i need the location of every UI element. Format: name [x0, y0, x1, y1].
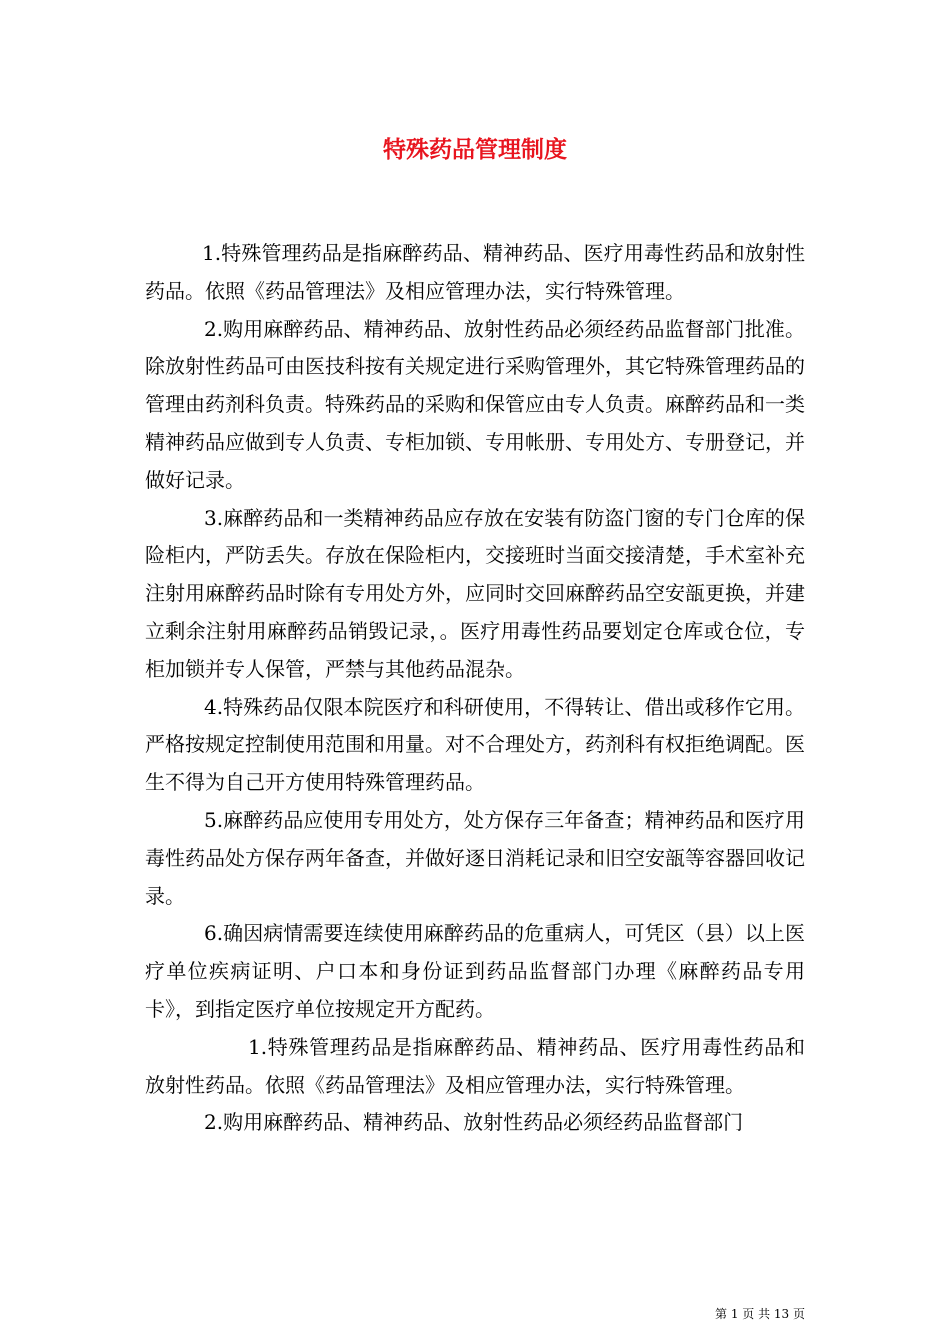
paragraph: 5.麻醉药品应使用专用处方，处方保存三年备查；精神药品和医疗用毒性药品处方保存两年备查，并做好逐日消耗记录和旧空安瓿等容器回收记录。 — [145, 807, 805, 908]
page-number-footer: 第 1 页 共 13 页 — [715, 1307, 805, 1321]
paragraph: 3.麻醉药品和一类精神药品应存放在安装有防盗门窗的专门仓库的保险柜内，严防丢失。存放在保险柜内，交接班时当面交接清楚，手术室补充注射用麻醉药品时除有专用处方外，应同时交回麻醉药品空安瓿更换，并建立剩余注射用麻醉药品销毁记录，。医疗用毒性药品要划定仓库或仓位，专柜加锁并专人保管，严禁与其他药品混杂。 — [145, 505, 805, 681]
paragraph: 2.购用麻醉药品、精神药品、放射性药品必须经药品监督部门批准。除放射性药品可由医技科按有关规定进行采购管理外，其它特殊管理药品的管理由药剂科负责。特殊药品的采购和保管应由专人负责。麻醉药品和一类精神药品应做到专人负责、专柜加锁、专用帐册、专用处方、专册登记，并做好记录。 — [145, 316, 805, 492]
paragraph: 4.特殊药品仅限本院医疗和科研使用，不得转让、借出或移作它用。严格按规定控制使用范围和用量。对不合理处方，药剂科有权拒绝调配。医生不得为自己开方使用特殊管理药品。 — [145, 694, 805, 795]
paragraph: 2.购用麻醉药品、精神药品、放射性药品必须经药品监督部门 — [204, 1110, 744, 1135]
paragraph: 6.确因病情需要连续使用麻醉药品的危重病人，可凭区（县）以上医疗单位疾病证明、户口本和身份证到药品监督部门办理《麻醉药品专用卡》，到指定医疗单位按规定开方配药。 — [145, 921, 805, 1021]
paragraph: 1.特殊管理药品是指麻醉药品、精神药品、医疗用毒性药品和放射性药品。依照《药品管理法》及相应管理办法，实行特殊管理。 — [145, 1034, 805, 1097]
paragraph: 1.特殊管理药品是指麻醉药品、精神药品、医疗用毒性药品和放射性药品。依照《药品管理法》及相应管理办法，实行特殊管理。 — [145, 241, 805, 303]
document-body — [145, 235, 805, 1142]
document-title: 特殊药品管理制度 — [383, 136, 567, 163]
